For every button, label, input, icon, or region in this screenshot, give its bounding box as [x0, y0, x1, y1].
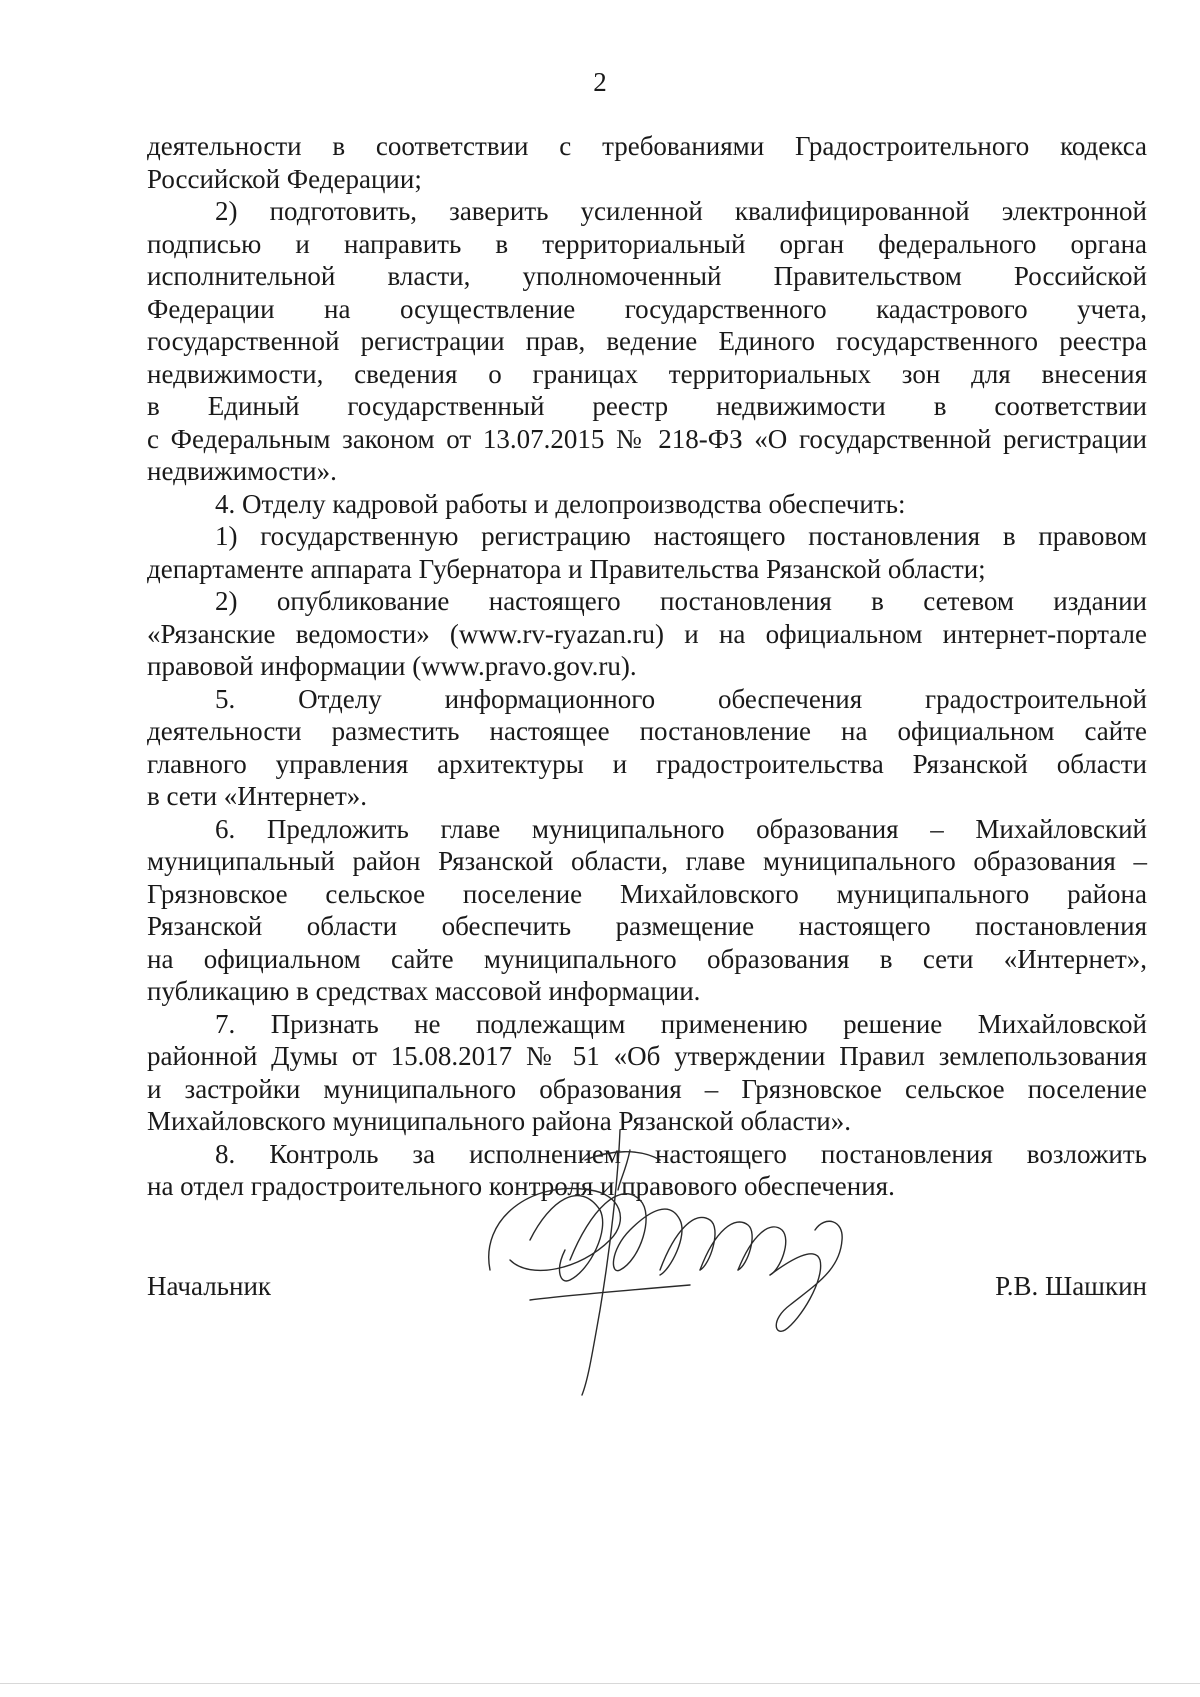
text-line: деятельности в соответствии с требованиями Градостроительного кодекса	[147, 131, 1147, 161]
text-line: 8. Контроль за исполнением настоящего постановления возложить	[215, 1138, 1147, 1169]
text-line: 2) подготовить, заверить усиленной квалифицированной электронной	[215, 196, 1147, 226]
text-line: на отдел градостроительного контроля и правового обеспечения.	[147, 1171, 895, 1201]
text-line: муниципальный район Рязанской области, главе муниципального образования –	[147, 846, 1147, 876]
paragraph-item-4-2-publication	[147, 585, 1147, 683]
text-line: Михайловского муниципального района Рязанской области».	[147, 1106, 851, 1136]
text-line: 7. Признать не подлежащим применению решение Михайловской	[215, 1008, 1147, 1039]
paragraph-item-6	[147, 813, 1147, 1008]
text-line: 1) государственную регистрацию настоящего постановления в правовом	[215, 521, 1147, 551]
text-line: публикацию в средствах массовой информации.	[147, 976, 701, 1006]
text-line: подписью и направить в территориальный орган федерального органа	[147, 228, 1147, 259]
paragraph-item-4-1-registration	[147, 520, 1147, 585]
handwritten-signature	[470, 1120, 890, 1400]
text-line: 4. Отделу кадровой работы и делопроизводства обеспечить:	[215, 488, 906, 519]
paragraph-item-5	[147, 683, 1147, 813]
text-line: недвижимости, сведения о границах территориальных зон для внесения	[147, 358, 1147, 389]
text-line: 6. Предложить главе муниципального образования – Михайловский	[215, 813, 1147, 844]
text-line: 2) опубликование настоящего постановления в сетевом издании	[215, 586, 1147, 616]
text-line: «Рязанские ведомости» (www.rv-ryazan.ru) и на официальном интернет-портале	[147, 618, 1147, 649]
text-line: департаменте аппарата Губернатора и Правительства Рязанской области;	[147, 553, 986, 584]
text-line: Рязанской области обеспечить размещение настоящего постановления	[147, 911, 1147, 941]
text-line: правовой информации (www.pravo.gov.ru).	[147, 651, 637, 681]
text-line: Федерации на осуществление государственного кадастрового учета,	[147, 293, 1147, 324]
text-line: в сети «Интернет».	[147, 781, 368, 811]
paragraph-item-7	[147, 1008, 1147, 1138]
text-line: главного управления архитектуры и градостроительства Рязанской области	[147, 748, 1147, 779]
paragraph-item-2-prepare-certify	[147, 195, 1147, 488]
page-number: 2	[593, 67, 607, 97]
text-line: 5. Отделу информационного обеспечения градостроительной	[215, 683, 1147, 714]
text-line: исполнительной власти, уполномоченный Правительством Российской	[147, 261, 1147, 291]
signatory-title: Начальник	[147, 1271, 272, 1301]
text-line: и застройки муниципального образования – Грязновское сельское поселение	[147, 1073, 1147, 1104]
text-line: государственной регистрации прав, ведение Единого государственного реестра	[147, 326, 1147, 356]
text-line: на официальном сайте муниципального образования в сети «Интернет»,	[147, 943, 1147, 974]
text-line: Российской Федерации;	[147, 163, 422, 194]
document-body	[147, 130, 1147, 1203]
text-line: в Единый государственный реестр недвижимости в соответствии	[147, 391, 1147, 421]
paragraph-continuation	[147, 130, 1147, 195]
text-line: деятельности разместить настоящее постановление на официальном сайте	[147, 716, 1147, 746]
text-line: с Федеральным законом от 13.07.2015 № 218-ФЗ «О государственной регистрации	[147, 423, 1147, 454]
scan-edge-line	[0, 1683, 1200, 1684]
signatory-name: Р.В. Шашкин	[995, 1271, 1147, 1301]
text-line: районной Думы от 15.08.2017 № 51 «Об утверждении Правил землепользования	[147, 1041, 1147, 1071]
paragraph-item-4	[147, 488, 1147, 521]
text-line: Грязновское сельское поселение Михайловского муниципального района	[147, 878, 1147, 909]
text-line: недвижимости».	[147, 456, 337, 486]
